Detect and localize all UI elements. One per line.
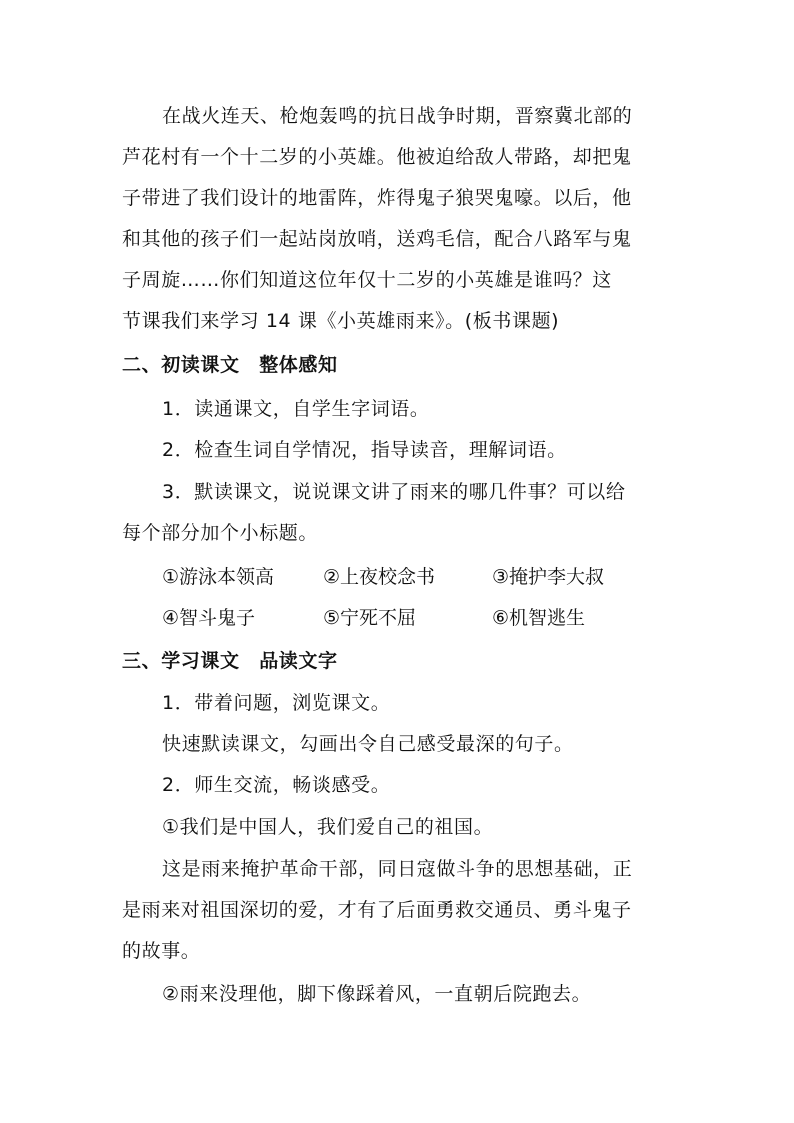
subtitle-6: ⑥机智逃生 <box>492 607 586 629</box>
intro-line-3: 子带进了我们设计的地雷阵，炸得鬼子狼哭鬼嚎。以后，他 <box>122 187 632 209</box>
subtitle-2: ②上夜校念书 <box>323 566 436 588</box>
section-2-item-2: 2．检查生词自学情况，指导读音，理解词语。 <box>162 439 567 461</box>
section-2-item-3-line-2: 每个部分加个小标题。 <box>122 522 319 544</box>
section-3-item-1: 1．带着问题，浏览课文。 <box>162 692 391 714</box>
intro-line-4: 和其他的孩子们一起站岗放哨，送鸡毛信，配合八路军与鬼 <box>122 228 632 250</box>
subtitle-3: ③掩护李大叔 <box>492 566 605 588</box>
intro-line-5: 子周旋……你们知道这位年仅十二岁的小英雄是谁吗？这 <box>122 269 613 291</box>
quote-2: ②雨来没理他，脚下像踩着风，一直朝后院跑去。 <box>162 983 592 1005</box>
subtitle-5: ⑤宁死不屈 <box>323 607 417 629</box>
section-3-item-1-detail: 快速默读课文，勾画出令自己感受最深的句子。 <box>162 733 574 755</box>
section-3-heading: 三、学习课文 品读文字 <box>122 650 338 672</box>
subtitle-4: ④智斗鬼子 <box>162 607 256 629</box>
section-2-heading: 二、初读课文 整体感知 <box>122 354 338 376</box>
analysis-line-1: 这是雨来掩护革命干部，同日寇做斗争的思想基础，正 <box>162 858 633 880</box>
quote-1: ①我们是中国人，我们爱自己的祖国。 <box>162 816 494 838</box>
section-2-item-3-line-1: 3．默读课文，说说课文讲了雨来的哪几件事？可以给 <box>162 481 626 503</box>
intro-line-6: 节课我们来学习 14 课《小英雄雨来》。(板书课题) <box>122 310 560 332</box>
section-3-item-2: 2．师生交流，畅谈感受。 <box>162 774 391 796</box>
section-2-item-1: 1．读通课文，自学生字词语。 <box>162 398 430 420</box>
analysis-line-3: 的故事。 <box>122 940 201 962</box>
intro-line-1: 在战火连天、枪炮轰鸣的抗日战争时期，晋察冀北部的 <box>162 105 633 127</box>
analysis-line-2: 是雨来对祖国深切的爱，才有了后面勇救交通员、勇斗鬼子 <box>122 899 632 921</box>
intro-line-2: 芦花村有一个十二岁的小英雄。他被迫给敌人带路，却把鬼 <box>122 146 632 168</box>
subtitle-1: ①游泳本领高 <box>162 566 275 588</box>
